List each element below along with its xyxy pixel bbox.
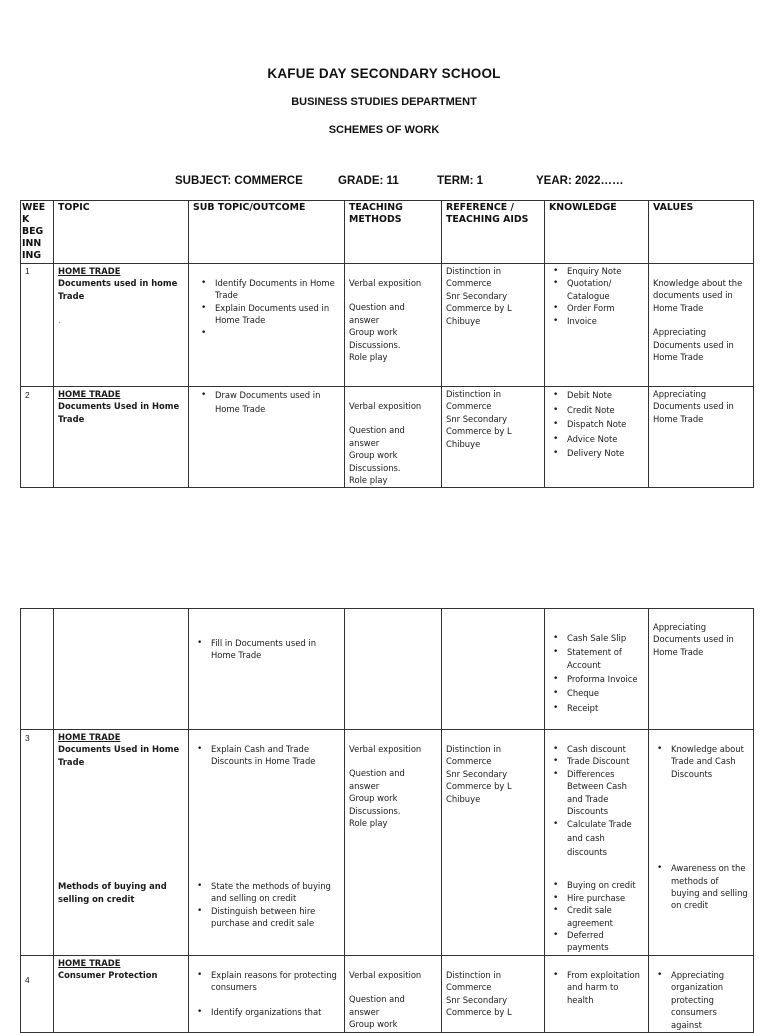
values-cell: Knowledge about the documents used in Home Trade Appreciating Documents used in Home Trade	[649, 264, 754, 387]
list-item: • Dispatch Note	[549, 417, 644, 432]
list-item: • From exploitation and harm to health	[549, 969, 644, 1006]
list-item: • Delivery Note	[549, 446, 644, 461]
knowledge-cell	[545, 955, 649, 1032]
col-week: WEE K BEG INN ING	[21, 201, 54, 264]
col-knowledge: KNOWLEDGE	[545, 201, 649, 264]
week-number: 3	[21, 730, 54, 956]
list-item: • Calculate Trade and cash discounts	[549, 817, 644, 859]
list-item: • Awareness on the methods of buying and selling on credit	[653, 862, 749, 912]
subject-label: SUBJECT: COMMERCE	[175, 175, 303, 187]
col-topic: TOPIC	[54, 201, 189, 264]
subtopic-cell	[189, 730, 345, 956]
list-item: • Explain reasons for protecting consumers	[193, 969, 340, 994]
table-row-week-2	[21, 387, 754, 488]
values-cell: Appreciating Documents used in Home Trade	[649, 609, 754, 730]
reference-cell: Distinction in Commerce Snr Secondary Commerce by L Chibuye	[442, 730, 545, 956]
values-cell	[649, 730, 754, 956]
list-item: • Deferred payments	[549, 929, 644, 954]
list-item: • Invoice	[549, 315, 644, 327]
week-number	[21, 609, 54, 730]
list-item: • Cash discount	[549, 743, 644, 755]
topic-cell: HOME TRADE Documents used in home Trade .	[54, 264, 189, 387]
scheme-table-page-1	[20, 200, 754, 488]
col-subtopic: SUB TOPIC/OUTCOME	[189, 201, 345, 264]
list-item: • Hire purchase	[549, 892, 644, 904]
reference-cell	[442, 609, 545, 730]
table-row-week-4	[21, 955, 754, 1032]
list-item: • Cash Sale Slip	[549, 631, 644, 646]
list-item: • Explain Cash and Trade Discounts in Home Trade	[193, 743, 340, 768]
list-item: • Order Form	[549, 302, 644, 314]
list-item: • Receipt	[549, 701, 644, 716]
topic-cell: HOME TRADE Consumer Protection	[54, 955, 189, 1032]
topic-cell: HOME TRADE Documents Used in Home Trade	[54, 387, 189, 488]
list-item: • Credit sale agreement	[549, 904, 644, 929]
reference-cell: Distinction in Commerce Snr Secondary Commerce by L Chibuye	[442, 264, 545, 387]
list-item: • Identify Documents in Home Trade	[193, 277, 340, 302]
header-row	[21, 201, 754, 264]
topic-cell	[54, 609, 189, 730]
scheme-table-page-2	[20, 608, 754, 1033]
table-row-week-1	[21, 264, 754, 387]
list-item: • Credit Note	[549, 403, 644, 418]
list-item: • Differences Between Cash and Trade Discounts	[549, 768, 644, 818]
methods-cell: Verbal exposition Question and answer Group work	[345, 955, 442, 1032]
knowledge-cell	[545, 609, 649, 730]
list-item: • Explain Documents used in Home Trade	[193, 302, 340, 327]
list-item: • Proforma Invoice	[549, 672, 644, 687]
table-row-week-2-continued	[21, 609, 754, 730]
list-item: • Statement of Account	[549, 646, 644, 672]
list-item: • Knowledge about Trade and Cash Discounts	[653, 743, 749, 780]
grade-label: GRADE: 11	[338, 175, 399, 187]
table-row-week-3	[21, 730, 754, 956]
week-number: 4	[21, 955, 54, 1032]
list-item: • State the methods of buying and selling on credit	[193, 880, 340, 905]
methods-cell: Verbal exposition Question and answer Group work Discussions. Role play	[345, 387, 442, 488]
reference-cell: Distinction in Commerce Snr Secondary Commerce by L	[442, 955, 545, 1032]
list-item: • Quotation/ Catalogue	[549, 277, 644, 302]
list-item: • Trade Discount	[549, 755, 644, 767]
list-item: • Advice Note	[549, 432, 644, 447]
subtopic-cell	[189, 264, 345, 387]
reference-cell: Distinction in Commerce Snr Secondary Commerce by L Chibuye	[442, 387, 545, 488]
topic-cell: HOME TRADE Documents Used in Home Trade Methods of buying and selling on credit	[54, 730, 189, 956]
knowledge-cell	[545, 264, 649, 387]
methods-cell	[345, 609, 442, 730]
list-item: • Fill in Documents used in Home Trade	[193, 637, 340, 662]
list-item: • Debit Note	[549, 388, 644, 403]
knowledge-cell	[545, 730, 649, 956]
department-name: BUSINESS STUDIES DEPARTMENT	[291, 96, 477, 108]
list-item: • Draw Documents used in Home Trade	[193, 388, 340, 416]
week-number: 2	[21, 387, 54, 488]
methods-cell: Verbal exposition Question and answer Group work Discussions. Role play	[345, 730, 442, 956]
document-title: SCHEMES OF WORK	[328, 124, 440, 136]
col-methods: TEACHING METHODS	[345, 201, 442, 264]
subtopic-cell	[189, 955, 345, 1032]
school-name: KAFUE DAY SECONDARY SCHOOL	[267, 66, 501, 81]
list-item: • Cheque	[549, 686, 644, 701]
subtopic-cell	[189, 609, 345, 730]
list-item: • Enquiry Note	[549, 265, 644, 277]
values-cell: Appreciating Documents used in Home Trade	[649, 387, 754, 488]
list-item: • Buying on credit	[549, 879, 644, 891]
year-label: YEAR: 2022……	[536, 175, 624, 187]
knowledge-cell	[545, 387, 649, 488]
values-cell	[649, 955, 754, 1032]
col-values: VALUES	[649, 201, 754, 264]
methods-cell: Verbal exposition Question and answer Group work Discussions. Role play	[345, 264, 442, 387]
list-item: • Appreciating organization protecting consumers against	[653, 969, 749, 1031]
list-item: • Distinguish between hire purchase and credit sale	[193, 905, 340, 930]
week-number: 1	[21, 264, 54, 387]
subtopic-cell	[189, 387, 345, 488]
col-reference: REFERENCE / TEACHING AIDS	[442, 201, 545, 264]
list-item: • Identify organizations that	[193, 1006, 340, 1018]
term-label: TERM: 1	[437, 175, 483, 187]
list-item	[193, 327, 340, 339]
